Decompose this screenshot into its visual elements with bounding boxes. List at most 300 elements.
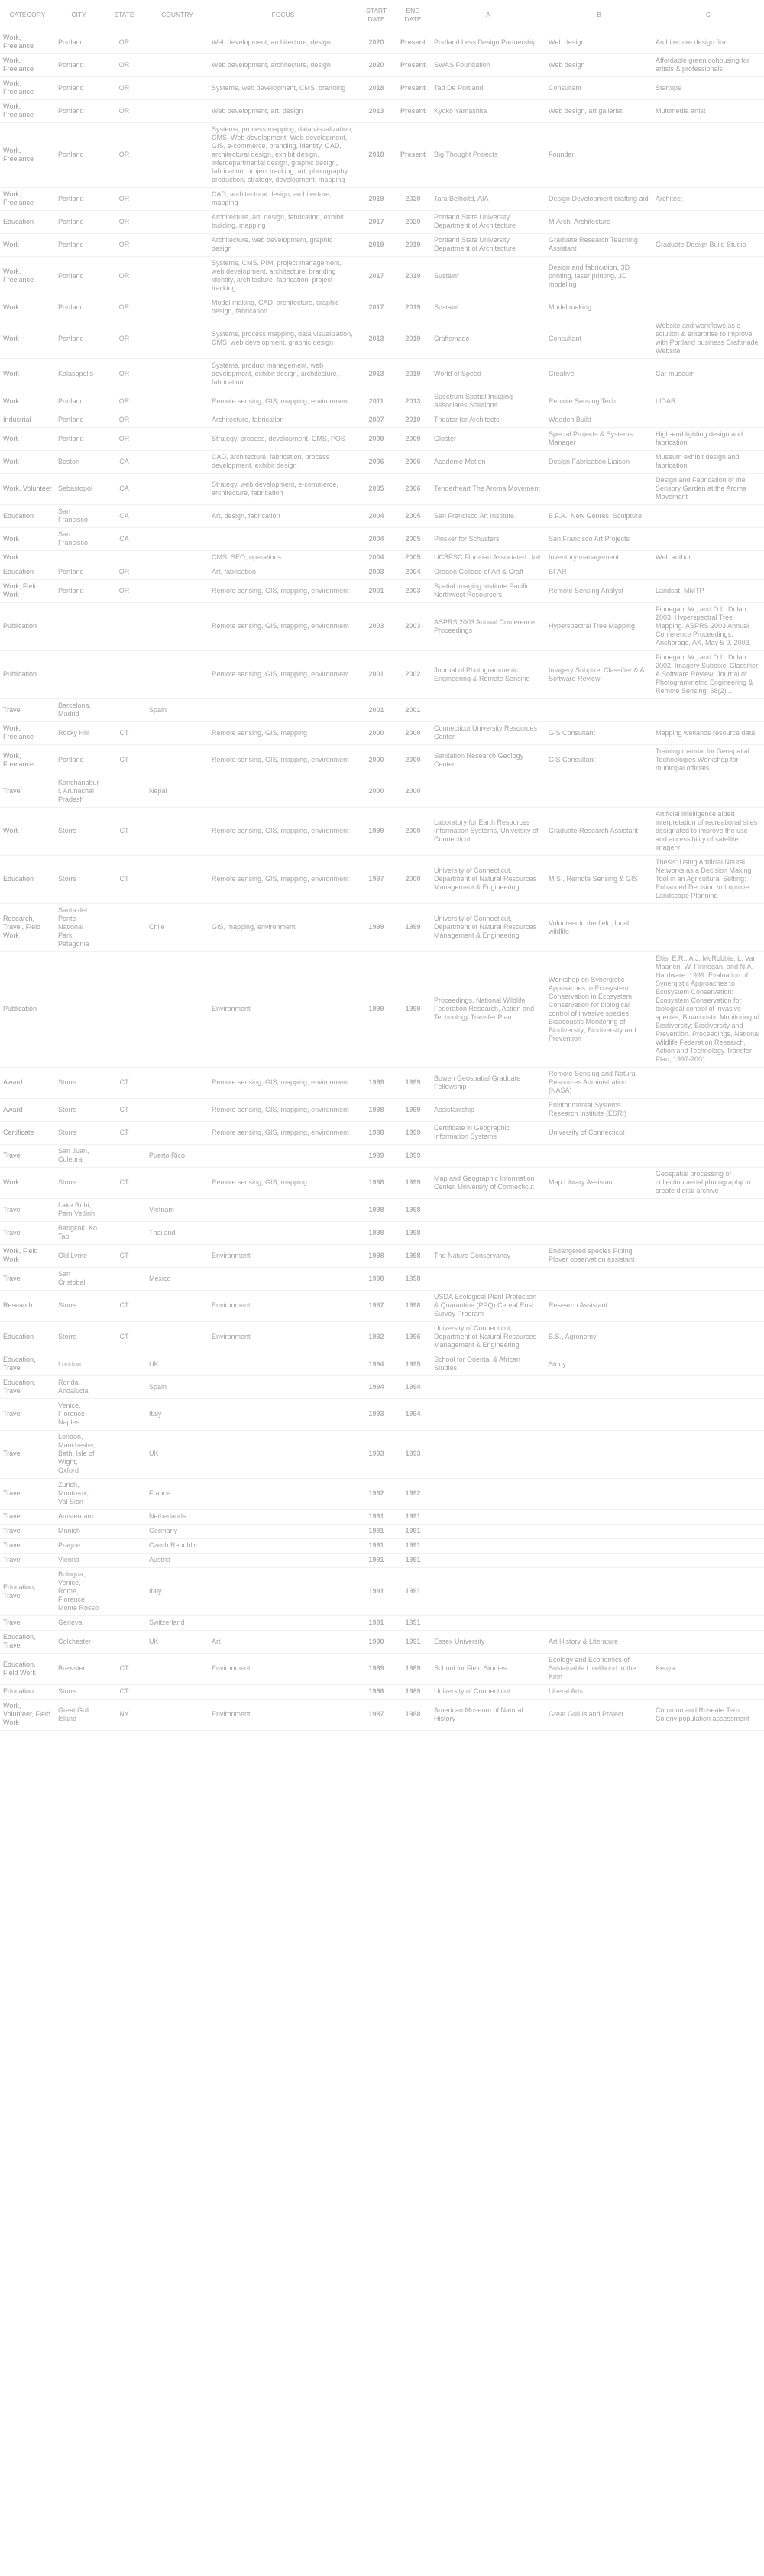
cell-country xyxy=(146,31,209,54)
cell-state: CT xyxy=(102,1068,146,1099)
table-row xyxy=(0,1291,764,1322)
cell-country: Chile xyxy=(146,904,209,952)
cell-end-date: 2000 xyxy=(395,856,431,904)
cell-col-b: Great Gull Island Project xyxy=(545,1700,652,1731)
cell-col-a: Oregon College of Art & Craft xyxy=(431,565,545,580)
cell-end-date: 1998 xyxy=(395,1199,431,1222)
cell-focus xyxy=(209,1376,358,1399)
cell-focus: Art, design, fabrication xyxy=(209,505,358,528)
cell-focus xyxy=(209,1353,358,1376)
cell-start-date: 1992 xyxy=(358,1479,395,1510)
cell-city: Storrs xyxy=(55,808,102,856)
cell-start-date: 2001 xyxy=(358,651,395,699)
cell-state xyxy=(102,551,146,565)
cell-state: CA xyxy=(102,474,146,505)
cell-col-b: Founder xyxy=(545,123,652,188)
cell-state xyxy=(102,1145,146,1168)
cell-category: Work xyxy=(0,808,55,856)
cell-start-date: 1999 xyxy=(358,808,395,856)
cell-end-date: 1991 xyxy=(395,1554,431,1568)
cell-focus: Architecture, art, design, fabrication, exhibit building, mapping xyxy=(209,211,358,234)
cell-col-b: GIS Consultant xyxy=(545,745,652,776)
table-row xyxy=(0,1510,764,1525)
cell-end-date: 1988 xyxy=(395,1700,431,1731)
table-row xyxy=(0,1431,764,1479)
cell-country: Thailand xyxy=(146,1222,209,1245)
cell-end-date: 1998 xyxy=(395,1268,431,1291)
cell-state: OR xyxy=(102,123,146,188)
cell-focus: Remote sensing, GIS, mapping, environment xyxy=(209,1068,358,1099)
cell-start-date: 1997 xyxy=(358,856,395,904)
cell-col-b: Design and fabrication, 3D printing, laser printing, 3D modeling xyxy=(545,257,652,296)
table-row xyxy=(0,54,764,77)
cell-state: OR xyxy=(102,31,146,54)
cell-col-c xyxy=(652,1353,764,1376)
cell-start-date: 1999 xyxy=(358,952,395,1068)
cell-col-b: Wooden Build xyxy=(545,413,652,428)
cell-col-c: Finnegan, W., and O.L. Dolan. 2003. Hyperspectral Tree Mapping. ASPRS 2003 Annual Conference Proceedings, Anchorage, AK, May 5-9, 2003. xyxy=(652,603,764,651)
cell-col-c: Graduate Design Build Studio xyxy=(652,234,764,257)
cell-col-c: Multimedia artist xyxy=(652,100,764,123)
cell-col-c xyxy=(652,699,764,722)
cell-city: London xyxy=(55,1353,102,1376)
cell-focus: Systems, CMS, PIM, project management, web development, architecture, branding identity, architecture, fabrication, project tracking xyxy=(209,257,358,296)
cell-start-date: 1991 xyxy=(358,1568,395,1616)
cell-city: Venice, Florence, Naples xyxy=(55,1399,102,1431)
cell-col-a: Tad De Portland xyxy=(431,77,545,100)
cell-col-b: Ecology and Economics of Sustainable Livelihood in the Kirin xyxy=(545,1654,652,1685)
cell-col-a xyxy=(431,1399,545,1431)
cell-focus xyxy=(209,1525,358,1539)
cell-state: CA xyxy=(102,505,146,528)
table-row xyxy=(0,551,764,565)
column-header-category[interactable]: CATEGORY xyxy=(0,0,55,31)
cell-focus: Art, fabrication xyxy=(209,565,358,580)
cell-city: Portland xyxy=(55,234,102,257)
cell-city xyxy=(55,551,102,565)
cell-col-a: Map and Geographic Information Center, University of Connecticut xyxy=(431,1168,545,1199)
cell-col-b xyxy=(545,1268,652,1291)
cell-col-a: School for Field Studies xyxy=(431,1654,545,1685)
cell-city: Storrs xyxy=(55,1068,102,1099)
cell-col-c: Museum exhibit design and fabrication xyxy=(652,451,764,474)
column-header-end-date[interactable]: END DATE xyxy=(395,0,431,31)
cell-country xyxy=(146,123,209,188)
table-row xyxy=(0,77,764,100)
cell-category: Research, Travel, Field Work xyxy=(0,904,55,952)
cell-state: CT xyxy=(102,1122,146,1145)
cell-col-c: Training manual for Geospatial Technologies Workshop for municipal officials xyxy=(652,745,764,776)
cell-start-date: 2004 xyxy=(358,528,395,551)
cell-col-c xyxy=(652,1122,764,1145)
table-row xyxy=(0,565,764,580)
cell-country xyxy=(146,651,209,699)
cell-end-date: 2005 xyxy=(395,551,431,565)
cell-end-date: 2009 xyxy=(395,428,431,451)
cell-state xyxy=(102,1199,146,1222)
cell-col-a: Certificate in Geographic Information Systems xyxy=(431,1122,545,1145)
table-row xyxy=(0,100,764,123)
cell-focus xyxy=(209,1431,358,1479)
cell-col-b: Remote Sensing and Natural Resources Administration (NASA) xyxy=(545,1068,652,1099)
cell-col-a: Craftsmade xyxy=(431,319,545,359)
cell-col-b: Web design, art gallerist xyxy=(545,100,652,123)
cell-end-date: 1989 xyxy=(395,1654,431,1685)
cell-city: Portland xyxy=(55,211,102,234)
cell-col-c: High-end lighting design and fabrication xyxy=(652,428,764,451)
cell-col-c: Web author xyxy=(652,551,764,565)
cell-state xyxy=(102,1525,146,1539)
cell-category: Travel xyxy=(0,1525,55,1539)
cell-col-b xyxy=(545,1222,652,1245)
cell-focus: Environment xyxy=(209,952,358,1068)
cell-col-b: Consultant xyxy=(545,319,652,359)
table-row xyxy=(0,1685,764,1700)
cell-col-a: Theater for Architects xyxy=(431,413,545,428)
cell-end-date: Present xyxy=(395,31,431,54)
cell-state: CT xyxy=(102,856,146,904)
cell-state: CT xyxy=(102,1654,146,1685)
cell-start-date: 2018 xyxy=(358,77,395,100)
cell-col-b xyxy=(545,1431,652,1479)
cell-category: Work xyxy=(0,359,55,390)
cell-col-c: Thesis: Using Artificial Neural Networks as a Decision Making Tool in an Agricultural Setting: Enhanced Decision to Improve Landscape Planning xyxy=(652,856,764,904)
cell-start-date: 2001 xyxy=(358,699,395,722)
cell-start-date: 1999 xyxy=(358,1068,395,1099)
cell-category: Award xyxy=(0,1099,55,1122)
cell-focus xyxy=(209,1554,358,1568)
cell-state xyxy=(102,699,146,722)
table-row xyxy=(0,651,764,699)
cell-col-b: Graduate Research Assistant xyxy=(545,808,652,856)
cell-state: OR xyxy=(102,296,146,319)
cell-end-date: 2001 xyxy=(395,699,431,722)
table-row xyxy=(0,1631,764,1654)
cell-end-date: 2000 xyxy=(395,745,431,776)
cell-category: Publication xyxy=(0,952,55,1068)
cell-country xyxy=(146,100,209,123)
cell-col-a xyxy=(431,1568,545,1616)
table-row xyxy=(0,1099,764,1122)
cell-category: Education xyxy=(0,1685,55,1700)
cell-city: Santa del Ponte National Park, Patagonia xyxy=(55,904,102,952)
cell-start-date: 2007 xyxy=(358,413,395,428)
cell-state: CT xyxy=(102,745,146,776)
table-row xyxy=(0,1199,764,1222)
cell-country: Italy xyxy=(146,1399,209,1431)
table-row xyxy=(0,745,764,776)
cell-end-date: 2005 xyxy=(395,528,431,551)
cell-state: OR xyxy=(102,188,146,211)
cell-col-a: Portland State University, Department of Architecture xyxy=(431,211,545,234)
cell-col-a xyxy=(431,1145,545,1168)
cell-category: Travel xyxy=(0,1539,55,1554)
cell-state xyxy=(102,1353,146,1376)
column-header-country[interactable]: COUNTRY xyxy=(146,0,209,31)
cell-focus xyxy=(209,1510,358,1525)
cell-col-a: Journal of Photogrammetric Engineering & Remote Sensing xyxy=(431,651,545,699)
cell-country xyxy=(146,580,209,603)
cell-end-date: Present xyxy=(395,77,431,100)
cell-start-date: 1998 xyxy=(358,1245,395,1268)
column-header-col-b[interactable]: B xyxy=(545,0,652,31)
cell-col-b xyxy=(545,1568,652,1616)
cell-city: Kalasopolis xyxy=(55,359,102,390)
table-row xyxy=(0,776,764,808)
cell-category: Work xyxy=(0,390,55,413)
cell-category: Work, Freelance xyxy=(0,100,55,123)
cell-category: Travel xyxy=(0,776,55,808)
cell-start-date: 1997 xyxy=(358,1291,395,1322)
cell-city: Portland xyxy=(55,123,102,188)
cell-col-b: GIS Consultant xyxy=(545,722,652,745)
cell-col-c xyxy=(652,1399,764,1431)
cell-city: Storrs xyxy=(55,1322,102,1353)
cell-state xyxy=(102,1554,146,1568)
cell-start-date: 1998 xyxy=(358,1168,395,1199)
cell-col-b: M.S., Remote Sensing & GIS xyxy=(545,856,652,904)
cell-end-date: 1991 xyxy=(395,1510,431,1525)
cell-col-b: Creative xyxy=(545,359,652,390)
cell-focus: Remote sensing, GIS, mapping, environment xyxy=(209,580,358,603)
cell-col-c: Affordable green cohousing for artists & professionals xyxy=(652,54,764,77)
cell-state: OR xyxy=(102,359,146,390)
column-header-col-a[interactable]: A xyxy=(431,0,545,31)
cell-category: Publication xyxy=(0,651,55,699)
cell-start-date: 2020 xyxy=(358,31,395,54)
cell-country xyxy=(146,808,209,856)
cell-col-a: ASPRS 2003 Annual Conference Proceedings xyxy=(431,603,545,651)
table-body xyxy=(0,31,764,1731)
cell-city: Portland xyxy=(55,188,102,211)
cell-col-a: Pinsker for Schusters xyxy=(431,528,545,551)
column-header-city[interactable]: CITY xyxy=(55,0,102,31)
cell-focus: Remote sensing, GIS, mapping, environment xyxy=(209,1122,358,1145)
cell-col-c xyxy=(652,1245,764,1268)
cell-category: Work, Field Work xyxy=(0,580,55,603)
cell-end-date: 1999 xyxy=(395,1099,431,1122)
table-row xyxy=(0,31,764,54)
cell-col-b xyxy=(545,1554,652,1568)
cell-city: Portland xyxy=(55,77,102,100)
cell-col-b: Model making xyxy=(545,296,652,319)
cell-start-date: 2017 xyxy=(358,257,395,296)
cell-city: Geneva xyxy=(55,1616,102,1631)
cell-start-date: 1998 xyxy=(358,1222,395,1245)
column-header-focus[interactable]: FOCUS xyxy=(209,0,358,31)
cell-col-a: Big Thought Projects xyxy=(431,123,545,188)
cell-category: Travel xyxy=(0,1616,55,1631)
cell-city: Storrs xyxy=(55,1168,102,1199)
cell-focus xyxy=(209,1399,358,1431)
cell-col-c xyxy=(652,123,764,188)
cell-focus: Environment xyxy=(209,1700,358,1731)
cell-end-date: 1991 xyxy=(395,1631,431,1654)
cell-category: Research xyxy=(0,1291,55,1322)
table-row xyxy=(0,1122,764,1145)
cell-col-b: Map Library Assistant xyxy=(545,1168,652,1199)
cell-start-date: 1998 xyxy=(358,1268,395,1291)
cell-col-a: Portland Less Design Partnership xyxy=(431,31,545,54)
cell-category: Award xyxy=(0,1068,55,1099)
cell-city: Bangkok, Ko Tao xyxy=(55,1222,102,1245)
cell-city: Storrs xyxy=(55,1122,102,1145)
cell-col-a: Spectrum Spatial Imaging Associates Solutions xyxy=(431,390,545,413)
cell-start-date: 2011 xyxy=(358,390,395,413)
cell-end-date: 1991 xyxy=(395,1525,431,1539)
cell-col-c xyxy=(652,1568,764,1616)
cell-focus: Remote sensing, GIS, mapping, environment xyxy=(209,808,358,856)
cell-start-date: 1986 xyxy=(358,1685,395,1700)
cell-focus: Web development, architecture, design xyxy=(209,31,358,54)
cell-end-date: 2019 xyxy=(395,296,431,319)
cell-category: Work, Freelance xyxy=(0,31,55,54)
column-header-col-c[interactable]: C xyxy=(652,0,764,31)
cell-country xyxy=(146,856,209,904)
cell-end-date: 1993 xyxy=(395,1431,431,1479)
cell-end-date: 1994 xyxy=(395,1399,431,1431)
cell-col-c xyxy=(652,257,764,296)
cell-col-b: Design Development drafting aid xyxy=(545,188,652,211)
cell-country xyxy=(146,1291,209,1322)
cell-state xyxy=(102,1376,146,1399)
cell-focus xyxy=(209,1145,358,1168)
cell-focus: Remote sensing, GIS, mapping, environment xyxy=(209,390,358,413)
cell-col-b xyxy=(545,1616,652,1631)
cell-category: Travel xyxy=(0,1510,55,1525)
cell-state: OR xyxy=(102,77,146,100)
cell-country xyxy=(146,1168,209,1199)
cell-col-a: UCBPSC Flomrian Associated Unit xyxy=(431,551,545,565)
cell-state: CA xyxy=(102,451,146,474)
cell-category: Education, Travel xyxy=(0,1568,55,1616)
cell-country: Spain xyxy=(146,1376,209,1399)
cell-city xyxy=(55,651,102,699)
cell-col-a: Spatial Imaging Institute Pacific Northwest Resourcers xyxy=(431,580,545,603)
cell-col-c: Mapping wetlands resource data xyxy=(652,722,764,745)
cell-col-c xyxy=(652,1539,764,1554)
cell-col-c xyxy=(652,413,764,428)
cell-col-a xyxy=(431,1268,545,1291)
cell-col-c xyxy=(652,1145,764,1168)
cell-end-date: 2002 xyxy=(395,651,431,699)
cell-city: Vienna xyxy=(55,1554,102,1568)
cell-category: Travel xyxy=(0,1479,55,1510)
cell-state xyxy=(102,1631,146,1654)
cell-city: Boston xyxy=(55,451,102,474)
column-header-start-date[interactable]: START DATE xyxy=(358,0,395,31)
cell-country: France xyxy=(146,1479,209,1510)
cell-country xyxy=(146,428,209,451)
cell-category: Travel xyxy=(0,1199,55,1222)
cell-col-b xyxy=(545,1376,652,1399)
cell-end-date: 2019 xyxy=(395,319,431,359)
cell-col-b: Liberal Arts xyxy=(545,1685,652,1700)
cell-focus: Systems, product management, web development, exhibit design, architecture, fabrication xyxy=(209,359,358,390)
cell-start-date: 1991 xyxy=(358,1525,395,1539)
cell-category: Education, Field Work xyxy=(0,1654,55,1685)
cell-country: UK xyxy=(146,1353,209,1376)
cell-state xyxy=(102,1222,146,1245)
cell-end-date: 2000 xyxy=(395,722,431,745)
cell-start-date: 2020 xyxy=(358,54,395,77)
cell-col-a: Connecticut University Resources Center xyxy=(431,722,545,745)
cell-category: Education xyxy=(0,856,55,904)
table-row xyxy=(0,1554,764,1568)
cell-country: Spain xyxy=(146,699,209,722)
table-row xyxy=(0,699,764,722)
cell-category: Work, Freelance xyxy=(0,188,55,211)
cell-state: OR xyxy=(102,580,146,603)
cell-col-b xyxy=(545,699,652,722)
table-row xyxy=(0,904,764,952)
cell-start-date: 1991 xyxy=(358,1510,395,1525)
cell-col-b: Remote Sensing Tech xyxy=(545,390,652,413)
cell-focus xyxy=(209,1568,358,1616)
cell-country xyxy=(146,1099,209,1122)
cell-col-a xyxy=(431,1525,545,1539)
cell-start-date: 1999 xyxy=(358,904,395,952)
cell-country xyxy=(146,188,209,211)
column-header-state[interactable]: STATE xyxy=(102,0,146,31)
cell-end-date: 1999 xyxy=(395,1068,431,1099)
cell-col-b: Design Fabrication Liaison xyxy=(545,451,652,474)
cell-col-c: Website and workflows as a solution & enterprise to improve with Portland business Craftmade Website xyxy=(652,319,764,359)
cell-state xyxy=(102,1479,146,1510)
cell-col-a: Portland State University, Department of Architecture xyxy=(431,234,545,257)
cell-col-b: B.S., Agronomy xyxy=(545,1322,652,1353)
cell-start-date: 2009 xyxy=(358,428,395,451)
cell-start-date: 1990 xyxy=(358,1631,395,1654)
cell-focus: Remote sensing, GIS, mapping, environment xyxy=(209,1099,358,1122)
cell-focus xyxy=(209,1616,358,1631)
cell-country xyxy=(146,474,209,505)
table-row xyxy=(0,808,764,856)
cell-start-date: 1991 xyxy=(358,1616,395,1631)
cell-country xyxy=(146,1245,209,1268)
cell-city: Lake Ruhi, Pam Vetlinh xyxy=(55,1199,102,1222)
table-row xyxy=(0,528,764,551)
cell-country xyxy=(146,54,209,77)
cell-state: CT xyxy=(102,722,146,745)
cell-col-a xyxy=(431,1510,545,1525)
cell-col-a: Bowen Geospatial Graduate Fellowship xyxy=(431,1068,545,1099)
cell-col-c xyxy=(652,1099,764,1122)
cell-focus xyxy=(209,1685,358,1700)
table-row xyxy=(0,1322,764,1353)
cell-end-date: 2005 xyxy=(395,505,431,528)
table-row xyxy=(0,952,764,1068)
cell-start-date: 1993 xyxy=(358,1399,395,1431)
cell-focus: Remote sensing, GIS, mapping xyxy=(209,722,358,745)
cell-category: Education xyxy=(0,565,55,580)
cell-col-a: Essex University xyxy=(431,1631,545,1654)
cell-end-date: 1991 xyxy=(395,1568,431,1616)
cell-focus: Environment xyxy=(209,1291,358,1322)
cell-focus: Web development, art, design xyxy=(209,100,358,123)
cell-col-a xyxy=(431,1539,545,1554)
table-row xyxy=(0,505,764,528)
cell-col-b: Graduate Research Teaching Assistant xyxy=(545,234,652,257)
cell-col-c xyxy=(652,528,764,551)
cell-col-a xyxy=(431,1554,545,1568)
cell-col-b: San Francisco Art Projects xyxy=(545,528,652,551)
cell-col-a: University of Connecticut, Department of Natural Resources Management & Engineering xyxy=(431,856,545,904)
table-row xyxy=(0,319,764,359)
cell-focus xyxy=(209,699,358,722)
cell-state: CT xyxy=(102,1322,146,1353)
cell-col-c: Ellis, E.R., A.J. McRobbie, L. Van Maanen, W. Finnegan, and N.A. Hardware. 1999. Evaluation of Synergistic Approaches to Ecosystem Conservation: Ecosystem Conservation for biological control of invasive species; Bioacoustic Monitoring of Biodiversity; Biodiversity and Prevention. Proceedings, National Wildlife Federation Research, Action and Technology Transfer Plan, 1997-2001. xyxy=(652,952,764,1068)
